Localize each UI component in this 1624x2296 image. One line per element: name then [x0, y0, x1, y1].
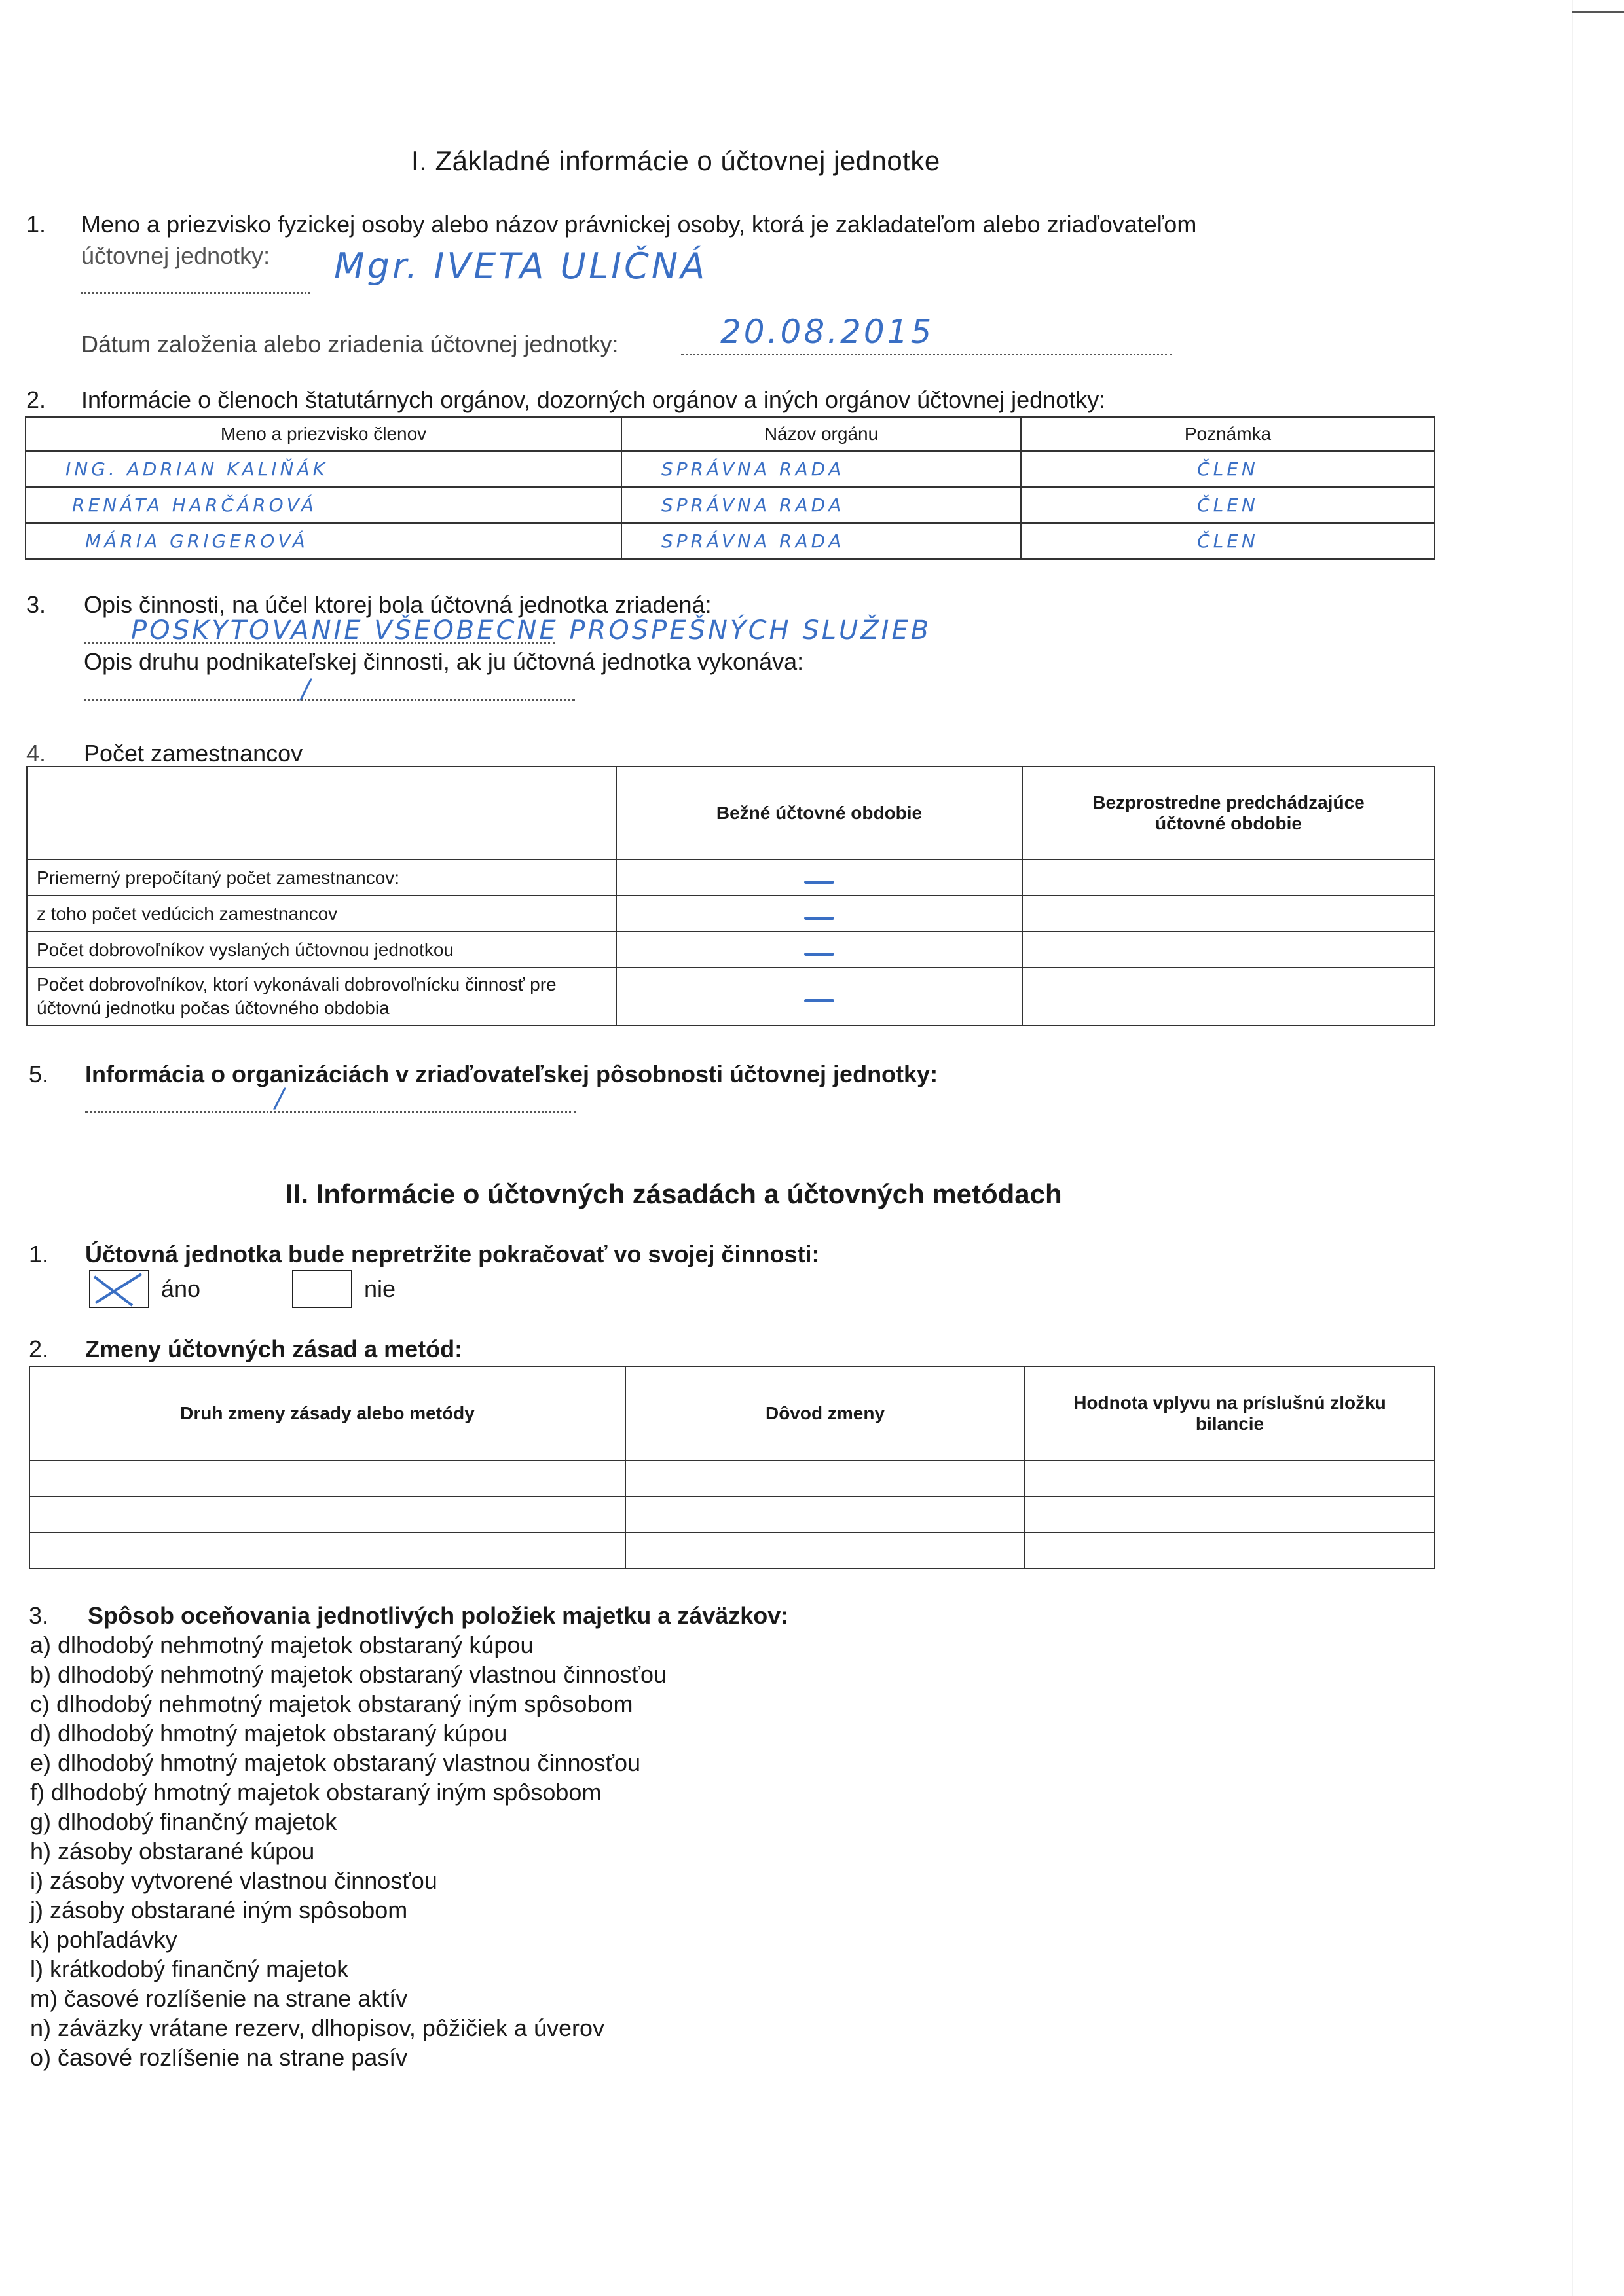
row-label: Priemerný prepočítaný počet zamestnancov:	[27, 860, 616, 896]
table-row	[27, 896, 1435, 932]
s2-q2-number: 2.	[29, 1336, 49, 1362]
valuation-list-item: b) dlhodobý nehmotný majetok obstaraný vlastnou činnosťou	[30, 1661, 667, 1688]
q4-label: Počet zamestnancov	[84, 740, 303, 767]
header-change-type: Druh zmeny zásady alebo metódy	[29, 1366, 625, 1461]
checkbox-nie[interactable]	[292, 1270, 352, 1308]
table-row	[27, 932, 1435, 968]
valuation-list-item: o) časové rozlíšenie na strane pasív	[30, 2044, 408, 2071]
valuation-list-item: d) dlhodobý hmotný majetok obstaraný kúpou	[30, 1720, 507, 1747]
member-note[interactable]: ČLEN	[1021, 451, 1435, 487]
table-row	[29, 1533, 1435, 1569]
previous-value[interactable]	[1022, 968, 1435, 1025]
impact-value-cell[interactable]	[1025, 1497, 1435, 1533]
current-value[interactable]	[616, 860, 1022, 896]
s2-q1-number: 1.	[29, 1241, 49, 1267]
current-value[interactable]	[616, 968, 1022, 1025]
change-type-cell[interactable]	[29, 1497, 625, 1533]
organ-name[interactable]: SPRÁVNA RADA	[621, 487, 1021, 523]
current-value[interactable]	[616, 896, 1022, 932]
table-row	[26, 487, 1435, 523]
previous-value[interactable]	[1022, 860, 1435, 896]
q1-dotted-line	[81, 292, 310, 294]
valuation-list-item: l) krátkodobý finančný majetok	[30, 1956, 349, 1982]
header-previous-period: Bezprostredne predchádzajúce účtovné obdobie	[1022, 767, 1435, 860]
header-current-period: Bežné účtovné obdobie	[616, 767, 1022, 860]
valuation-list-item: f) dlhodobý hmotný majetok obstaraný iným spôsobom	[30, 1779, 602, 1806]
change-type-cell[interactable]	[29, 1533, 625, 1569]
change-reason-cell[interactable]	[625, 1497, 1025, 1533]
table-row	[26, 523, 1435, 559]
q5-value[interactable]: /	[275, 1084, 287, 1114]
s2-q2-label: Zmeny účtovných zásad a metód:	[85, 1336, 463, 1362]
members-table-header	[26, 417, 1435, 451]
change-type-cell[interactable]	[29, 1461, 625, 1497]
header-note: Poznámka	[1021, 417, 1435, 451]
member-note[interactable]: ČLEN	[1021, 523, 1435, 559]
q3-label2: Opis druhu podnikateľskej činnosti, ak ju účtovná jednotka vykonáva:	[84, 648, 804, 675]
changes-table-header	[29, 1366, 1435, 1461]
impact-value-cell[interactable]	[1025, 1461, 1435, 1497]
valuation-list-item: k) pohľadávky	[30, 1926, 177, 1953]
q1-date-label: Dátum založenia alebo zriadenia účtovnej jednotky:	[81, 331, 619, 357]
dash-mark	[804, 999, 834, 1002]
header-empty	[27, 767, 616, 860]
q1-date-dotted-line	[681, 354, 1172, 355]
row-label: Počet dobrovoľníkov, ktorí vykonávali dobrovoľnícku činnosť pre účtovnú jednotku počas účtovného obdobia	[27, 968, 616, 1025]
q3-dotted-line	[84, 642, 555, 644]
table-row	[27, 860, 1435, 896]
checkbox-ano[interactable]	[89, 1270, 149, 1308]
change-reason-cell[interactable]	[625, 1533, 1025, 1569]
valuation-list-item: j) zásoby obstarané iným spôsobom	[30, 1897, 408, 1923]
header-member-name: Meno a priezvisko členov	[26, 417, 621, 451]
checkbox-ano-label: áno	[161, 1275, 201, 1302]
q1-date-value[interactable]: 20.08.2015	[720, 313, 934, 351]
page-edge-mark	[1572, 11, 1624, 13]
dash-mark	[804, 917, 834, 920]
dash-mark	[804, 953, 834, 956]
q3-dotted-line-2	[84, 699, 575, 701]
previous-value[interactable]	[1022, 896, 1435, 932]
header-impact-value: Hodnota vplyvu na príslušnú zložku bilancie	[1025, 1366, 1435, 1461]
q4-number: 4.	[26, 740, 46, 767]
q1-number: 1.	[26, 211, 46, 238]
q2-number: 2.	[26, 386, 46, 413]
change-reason-cell[interactable]	[625, 1461, 1025, 1497]
member-note[interactable]: ČLEN	[1021, 487, 1435, 523]
row-label: Počet dobrovoľníkov vyslaných účtovnou jednotkou	[27, 932, 616, 968]
checkbox-nie-label: nie	[364, 1275, 396, 1302]
q5-dotted-line	[85, 1111, 576, 1113]
valuation-list-item: a) dlhodobý nehmotný majetok obstaraný kúpou	[30, 1631, 534, 1658]
valuation-list-item: m) časové rozlíšenie na strane aktív	[30, 1985, 408, 2012]
q3-business-value[interactable]: /	[301, 674, 313, 704]
member-name[interactable]: MÁRIA GRIGEROVÁ	[26, 523, 621, 559]
s2-q1-label: Účtovná jednotka bude nepretržite pokračovať vo svojej činnosti:	[85, 1241, 820, 1267]
q5-label: Informácia o organizáciách v zriaďovateľskej pôsobnosti účtovnej jednotky:	[85, 1061, 938, 1087]
valuation-list-item: c) dlhodobý nehmotný majetok obstaraný iným spôsobom	[30, 1690, 633, 1717]
organ-name[interactable]: SPRÁVNA RADA	[621, 523, 1021, 559]
valuation-list-item: n) záväzky vrátane rezerv, dlhopisov, pôžičiek a úverov	[30, 2014, 605, 2041]
dash-mark	[804, 881, 834, 884]
organ-name[interactable]: SPRÁVNA RADA	[621, 451, 1021, 487]
members-table	[25, 416, 1435, 560]
impact-value-cell[interactable]	[1025, 1533, 1435, 1569]
employees-table	[26, 766, 1435, 1026]
member-name[interactable]: ING. ADRIAN KALIŇÁK	[26, 451, 621, 487]
q1-label-line1: Meno a priezvisko fyzickej osoby alebo názov právnickej osoby, ktorá je zakladateľom alebo zriaďovateľom	[81, 211, 1197, 238]
valuation-list-item: i) zásoby vytvorené vlastnou činnosťou	[30, 1867, 437, 1894]
page-edge	[1572, 0, 1573, 2296]
header-organ-name: Názov orgánu	[621, 417, 1021, 451]
s2-q3-number: 3.	[29, 1602, 49, 1629]
q3-activity-value[interactable]: POSKYTOVANIE VŠEOBECNE PROSPEŠNÝCH SLUŽIEB	[131, 615, 932, 646]
q1-label-line2: účtovnej jednotky:	[81, 242, 270, 269]
q5-number: 5.	[29, 1061, 49, 1087]
table-row	[26, 451, 1435, 487]
employees-table-header	[27, 767, 1435, 860]
q2-label: Informácie o členoch štatutárnych orgánov, dozorných orgánov a iných orgánov účtovnej jednotky:	[81, 386, 1106, 413]
previous-value[interactable]	[1022, 932, 1435, 968]
table-row	[29, 1461, 1435, 1497]
row-label: z toho počet vedúcich zamestnancov	[27, 896, 616, 932]
header-change-reason: Dôvod zmeny	[625, 1366, 1025, 1461]
section-1-title: I. Základné informácie o účtovnej jednotke	[411, 145, 940, 176]
q3-number: 3.	[26, 591, 46, 618]
q3-label: Opis činnosti, na účel ktorej bola účtovná jednotka zriadená:	[84, 591, 712, 618]
member-name[interactable]: RENÁTA HARČÁROVÁ	[26, 487, 621, 523]
valuation-list-item: e) dlhodobý hmotný majetok obstaraný vlastnou činnosťou	[30, 1749, 641, 1776]
current-value[interactable]	[616, 932, 1022, 968]
valuation-list-item: g) dlhodobý finančný majetok	[30, 1808, 337, 1835]
s2-q3-label: Spôsob oceňovania jednotlivých položiek majetku a záväzkov:	[88, 1602, 789, 1629]
changes-table	[29, 1366, 1435, 1569]
section-2-title: II. Informácie o účtovných zásadách a účtovných metódach	[286, 1178, 1062, 1209]
table-row	[27, 968, 1435, 1025]
table-row	[29, 1497, 1435, 1533]
q1-founder-value[interactable]: Mgr. IVETA ULIČNÁ	[334, 246, 708, 287]
valuation-list-item: h) zásoby obstarané kúpou	[30, 1838, 315, 1865]
x-check-icon	[90, 1271, 148, 1307]
